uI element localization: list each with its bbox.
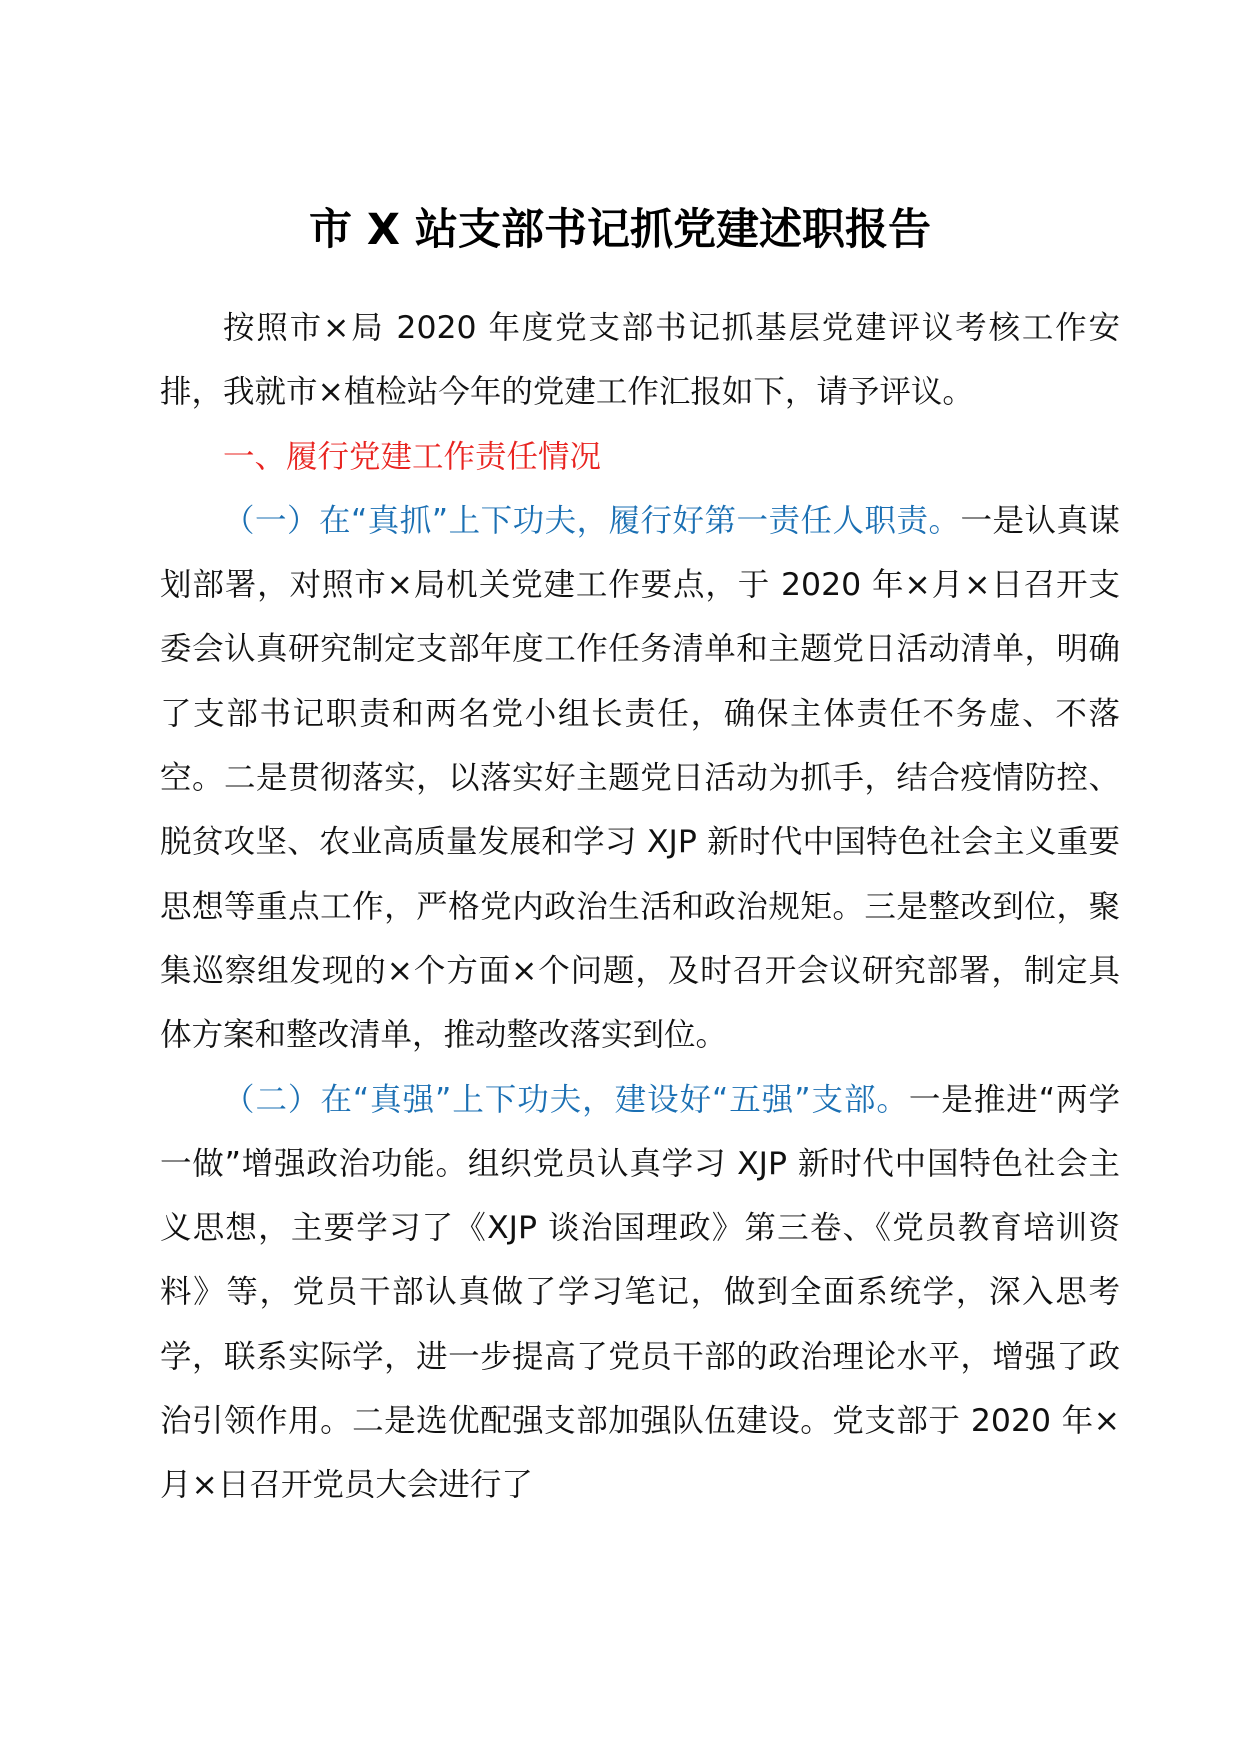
section-heading: 一、履行党建工作责任情况 [223,438,602,475]
document-body [160,296,1120,1518]
document-title: 市 X 站支部书记抓党建述职报告 [308,205,932,255]
intro-paragraph: 按照市×局 2020 年度党支部书记抓基层党建评议考核工作安排，我就市×植检站今年的党建工作汇报如下，请予评议。 [160,310,1120,411]
subsection-1-paragraph [160,489,1120,1068]
subsection-1-heading: （一）在“真抓”上下功夫，履行好第一责任人职责。 [223,502,961,539]
subsection-1-text: 一是认真谋划部署，对照市×局机关党建工作要点，于 2020 年×月×日召开支委会认真研究制定支部年度工作任务清单和主题党日活动清单，明确了支部书记职责和两名党小组长责任，确保主体责任不务虚、不落空。二是贯彻落实，以落实好主题党日活动为抓手，结合疫情防控、脱贫攻坚、农业高质量发展和学习 XJP 新时代中国特色社会主义重要思想等重点工作，严格党内政治生活和政治规矩。三是整改到位，聚集巡察组发现的×个方面×个问题，及时召开会议研究部署，制定具体方案和整改清单，推动整改落实到位。 [160,502,1120,1054]
subsection-2-text: 一是推进“两学一做”增强政治功能。组织党员认真学习 XJP 新时代中国特色社会主义思想，主要学习了《XJP 谈治国理政》第三卷、《党员教育培训资料》等，党员干部认真做了学习笔记，做到全面系统学，深入思考学，联系实际学，进一步提高了党员干部的政治理论水平，增强了政治引领作用。二是选优配强支部加强队伍建设。党支部于 2020 年×月×日召开党员大会进行了 [160,1081,1120,1504]
subsection-2-heading: （二）在“真强”上下功夫，建设好“五强”支部。 [223,1081,909,1118]
subsection-2-paragraph [160,1068,1120,1518]
